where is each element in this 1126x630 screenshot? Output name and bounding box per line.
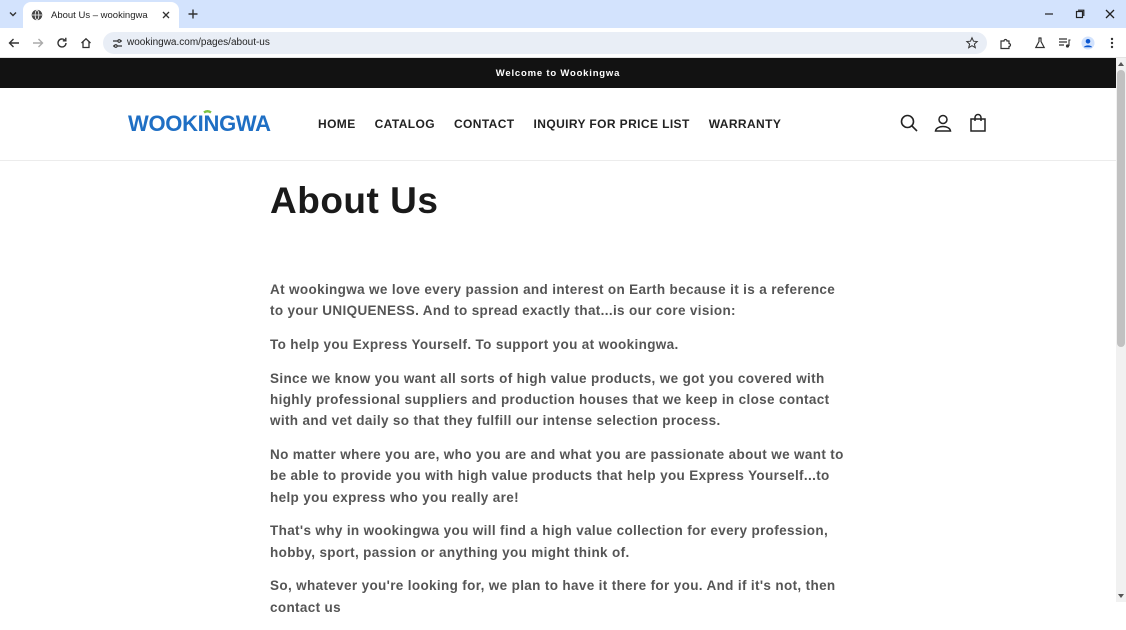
forward-arrow-icon[interactable] bbox=[29, 34, 47, 52]
wookingwa-logo[interactable] bbox=[128, 110, 284, 136]
about-paragraph: To help you Express Yourself. To support you at wookingwa. bbox=[270, 336, 679, 352]
address-bar[interactable] bbox=[103, 32, 987, 54]
logo-wordmark: WOOKINGWA bbox=[128, 111, 271, 136]
about-content bbox=[270, 177, 850, 630]
chrome-menu-dots-icon[interactable] bbox=[1103, 34, 1121, 52]
extensions-puzzle-icon[interactable] bbox=[996, 34, 1014, 52]
restore-icon[interactable] bbox=[1072, 6, 1088, 22]
reload-icon[interactable] bbox=[53, 34, 71, 52]
nav-warranty[interactable]: WARRANTY bbox=[708, 117, 782, 131]
bookmark-star-icon[interactable] bbox=[965, 36, 979, 50]
about-paragraph: No matter where you are, who you are and what you are passionate about we want to be able to provide you with high value products that help you Express Yourself...to help you express who you really are! bbox=[270, 446, 844, 505]
page-title: About Us bbox=[270, 180, 439, 221]
back-arrow-icon[interactable] bbox=[5, 34, 23, 52]
nav-home[interactable]: HOME bbox=[318, 117, 356, 131]
about-paragraph: That's why in wookingwa you will find a high value collection for every profession, hobby, sport, passion or anything you might think of. bbox=[270, 523, 829, 560]
media-queue-icon[interactable] bbox=[1055, 34, 1073, 52]
page-viewport bbox=[0, 58, 1116, 615]
globe-favicon-icon bbox=[31, 9, 43, 21]
url-text: wookingwa.com/pages/about-us bbox=[127, 37, 270, 48]
nav-contact[interactable]: CONTACT bbox=[453, 117, 515, 131]
tab-title: About Us – wookingwa bbox=[51, 9, 148, 21]
nav-catalog[interactable]: CATALOG bbox=[374, 117, 435, 131]
about-paragraph: At wookingwa we love every passion and interest on Earth because it is a reference to your UNIQUENESS. And to spread exactly that...is our core vision: bbox=[270, 282, 836, 319]
about-paragraph: So, whatever you're looking for, we plan to have it there for you. And if it's not, then contact us bbox=[270, 578, 836, 615]
about-paragraph: Since we know you want all sorts of high value products, we got you covered with highly professional suppliers and production houses that we keep in close contact with and vet daily so that they fulfill our intense selection process. bbox=[270, 370, 830, 429]
new-tab-plus-icon[interactable] bbox=[185, 6, 201, 22]
announcement-bar bbox=[0, 58, 1116, 88]
tab-search-dropdown-icon[interactable] bbox=[5, 6, 21, 22]
close-window-icon[interactable] bbox=[1102, 6, 1118, 22]
scrollbar-thumb[interactable] bbox=[1117, 70, 1125, 347]
page-scrollbar[interactable] bbox=[1116, 58, 1126, 602]
tab-close-icon[interactable] bbox=[159, 8, 173, 22]
nav-inquiry-price-list[interactable]: INQUIRY FOR PRICE LIST bbox=[533, 117, 690, 131]
site-header bbox=[0, 88, 1116, 161]
logo-leaf-accent bbox=[204, 111, 211, 112]
minimize-icon[interactable] bbox=[1041, 6, 1057, 22]
home-icon[interactable] bbox=[77, 34, 95, 52]
scroll-down-arrow-icon[interactable] bbox=[1118, 593, 1124, 599]
site-info-icon[interactable] bbox=[110, 36, 124, 50]
lab-flask-icon[interactable] bbox=[1031, 34, 1049, 52]
announcement-text: Welcome to Wookingwa bbox=[495, 67, 621, 79]
account-icon[interactable] bbox=[932, 112, 954, 134]
scroll-up-arrow-icon[interactable] bbox=[1118, 61, 1124, 67]
main-nav bbox=[318, 117, 800, 131]
browser-toolbar bbox=[0, 28, 1126, 58]
cart-icon[interactable] bbox=[967, 112, 989, 134]
browser-tab-active[interactable] bbox=[23, 2, 179, 28]
browser-tab-bar bbox=[0, 0, 1126, 28]
search-icon[interactable] bbox=[898, 112, 920, 134]
profile-avatar-icon[interactable] bbox=[1079, 34, 1097, 52]
